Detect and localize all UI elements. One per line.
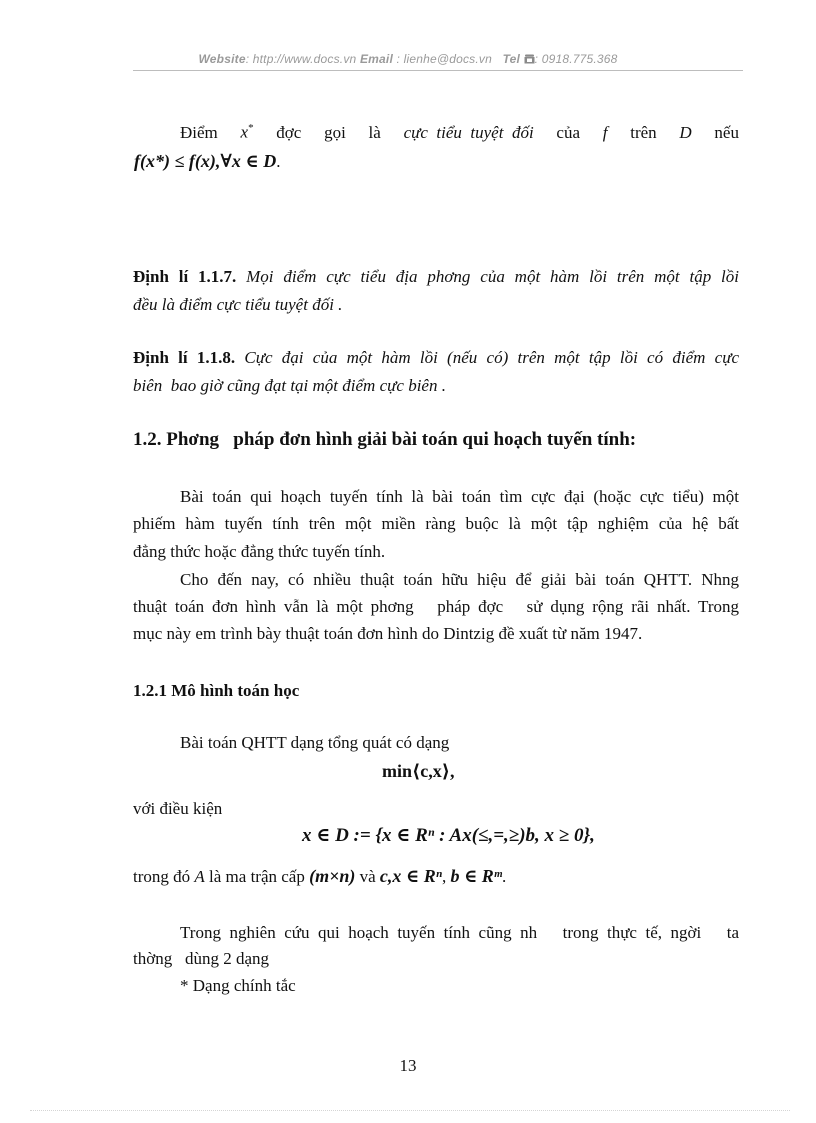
- text: là ma trận cấp: [209, 867, 305, 886]
- theorem-label: Định lí 1.1.8.: [133, 348, 236, 367]
- variable-A: A: [194, 867, 205, 886]
- term-absolute-minimum: cực tiểu tuyệt đối: [403, 122, 534, 142]
- model-line-6: * Dạng chính tắc: [180, 976, 296, 995]
- section-1-2-title: 1.2. Phơng pháp đơn hình giải bài toán qui hoạch tuyến tính:: [133, 429, 637, 450]
- paragraph-1-line-1: [133, 123, 739, 141]
- intro-line-2: [133, 515, 739, 532]
- constraint-formula: x ∈ D := {x ∈ Rⁿ : Ax(≤,=,≥)b, x ≥ 0},: [302, 825, 595, 846]
- word: là: [368, 122, 381, 142]
- formula-text: f(x*) ≤ f(x),∀x ∈ D: [134, 151, 277, 171]
- theorem-1-1-7-line-1: [133, 268, 739, 285]
- comma: ,: [441, 867, 447, 886]
- model-line-4: [180, 924, 739, 941]
- email-value: : lienhe@docs.vn: [396, 52, 492, 66]
- model-line-3: [133, 867, 506, 885]
- theorem-1-1-8-line-2: biên bao giờ cũng đạt tại một điểm cực biên .: [133, 376, 446, 395]
- header-rule: [133, 70, 743, 71]
- period: .: [501, 867, 507, 886]
- theorem-1-1-8-line-1: [133, 349, 739, 366]
- website-label: Website: [198, 52, 246, 66]
- model-line-2: với điều kiện: [133, 799, 223, 818]
- model-line-1: Bài toán QHTT dạng tổng quát có dạng: [180, 733, 450, 752]
- text: thuật toán đơn hình vẫn là một phơng pháp đợc sử dụng rộng rãi nhất. Trong: [133, 597, 739, 616]
- page-header: [0, 52, 816, 67]
- matrix-dimension: (m×n): [309, 866, 356, 886]
- variable-D: D: [679, 122, 692, 142]
- intro-line-3: đẳng thức hoặc đẳng thức tuyến tính.: [133, 542, 386, 561]
- text: Trong nghiên cứu qui hoạch tuyến tính cũng nh trong thực tế, ngời ta: [180, 923, 739, 942]
- word: của: [556, 122, 581, 142]
- formula-period: .: [276, 152, 281, 171]
- text: Cho đến nay, có nhiều thuật toán hữu hiệu để giải bài toán QHTT. Nhng: [180, 570, 739, 589]
- word: trên: [630, 122, 657, 142]
- theorem-label: Định lí 1.1.7.: [133, 267, 237, 286]
- word: đợc: [276, 122, 302, 142]
- intro-line-1: [180, 488, 739, 505]
- word: nếu: [714, 122, 739, 142]
- set-b: b ∈ Rᵐ: [450, 866, 502, 886]
- intro-line-6: mục này em trình bày thuật toán đơn hình do Dintzig đề xuất từ năm 1947.: [133, 624, 643, 643]
- page-number: 13: [399, 1056, 417, 1075]
- email-label: Email: [359, 52, 393, 66]
- text: Bài toán qui hoạch tuyến tính là bài toán tìm cực đại (hoặc cực tiểu) một: [180, 487, 739, 506]
- theorem-text: Mọi điểm cực tiểu địa phơng của một hàm lồi trên một tập lồi: [246, 267, 739, 286]
- section-1-2-1-title: 1.2.1 Mô hình toán học: [133, 681, 300, 700]
- footer-dotted-rule: [30, 1110, 790, 1111]
- text: và: [359, 867, 376, 886]
- text: trong đó: [133, 867, 191, 886]
- variable-x: x: [240, 122, 249, 142]
- theorem-1-1-7-line-2: đều là điểm cực tiểu tuyệt đối .: [133, 295, 343, 314]
- intro-line-4: [180, 571, 739, 588]
- website-value: : http://www.docs.vn: [245, 52, 357, 66]
- model-line-5: thờng dùng 2 dạng: [133, 949, 270, 968]
- theorem-text: Cực đại của một hàm lồi (nếu có) trên một tập lồi có điểm cực: [244, 348, 740, 367]
- variable-f: f: [602, 122, 608, 142]
- text: phiếm hàm tuyến tính trên một miền ràng buộc là một tập nghiệm của hệ bất: [133, 514, 739, 533]
- formula-absolute-min: [134, 151, 280, 172]
- set-cx: c,x ∈ Rⁿ: [379, 866, 442, 886]
- tel-value: : 0918.775.368: [534, 52, 618, 66]
- intro-line-5: [133, 598, 739, 615]
- objective-formula: min⟨c,x⟩,: [382, 761, 455, 781]
- tel-label: Tel: [502, 52, 521, 66]
- word: gọi: [324, 122, 346, 142]
- phone-icon: [524, 53, 535, 67]
- word: Điểm: [180, 122, 218, 142]
- superscript-star: *: [248, 122, 254, 134]
